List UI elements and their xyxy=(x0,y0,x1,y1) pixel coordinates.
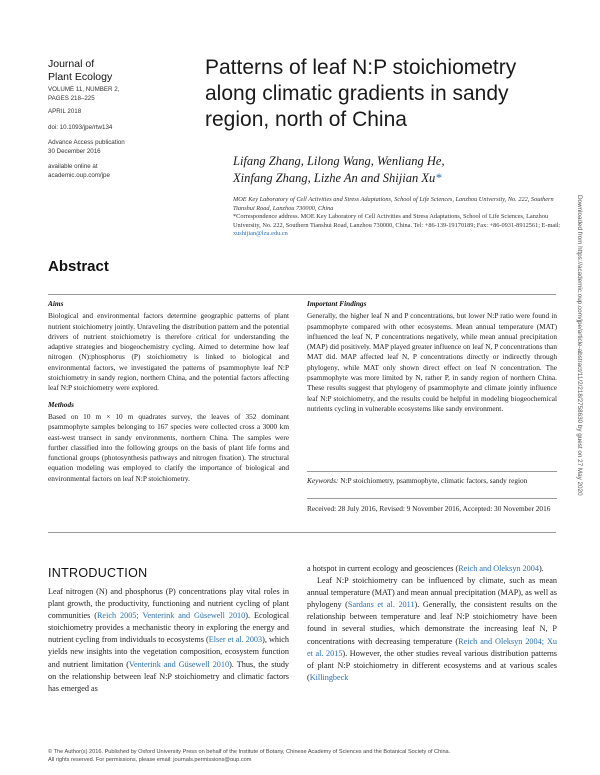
advance-access-date: 30 December 2016 xyxy=(48,147,101,155)
advance-access-label: Advance Access publication xyxy=(48,139,125,146)
keywords-label: Keywords: xyxy=(307,476,339,485)
correspondence-address xyxy=(233,213,563,239)
author-list xyxy=(233,153,563,187)
affiliation-block xyxy=(233,196,563,239)
citation-link[interactable]: Killingbeck xyxy=(309,672,349,682)
authors-line2 xyxy=(233,170,563,187)
authors-line2-text: Xinfang Zhang, Lizhe An and Shijian Xu xyxy=(233,171,436,185)
authors-line1: Lifang Zhang, Lilong Wang, Wenliang He, xyxy=(233,154,445,168)
intro-p1-text-d: ). Thus, the study on the relationship between leaf N:P stoichiometry and climatic factors has emerged as xyxy=(48,659,290,693)
permissions-line: All rights reserved. For permissions, please email: journals.permissions@oup.com xyxy=(48,757,252,763)
intro-r2-text-c: ). However, the other studies reveal various distribution patterns of plant N:P stoichiometry in different ecosystems and at various scales ( xyxy=(307,648,557,682)
abstract-heading: Abstract xyxy=(48,258,109,275)
intro-p1-text-c: ), which yields new insights into the vegetation composition, ecosystem function and nutrient limitation ( xyxy=(48,635,289,669)
intro-r2-text-a: Leaf N:P stoichiometry can be influenced by climate, such as mean annual temperature (MAT) and mean annual precipitation (MAP), as well as phylogeny ( xyxy=(307,576,557,610)
citation-link[interactable]: Venterink and Güsewell 2010 xyxy=(128,659,230,669)
keywords-block xyxy=(307,476,557,486)
journal-name-line2: Plant Ecology xyxy=(48,71,113,83)
abstract-bottom-rule xyxy=(48,532,556,533)
methods-heading: Methods xyxy=(48,399,74,409)
download-notice-text: Downloaded from https://academic.oup.com/jpe/article-abstract/11/2/218/2758630 by guest on 27 May 2020 xyxy=(576,195,583,496)
abstract-top-rule xyxy=(48,294,556,295)
intro-p1-text-b: ). Ecological stoichiometry provides a mechanistic theory in exploring the energy and nutrient cycling from individuals to ecosystems ( xyxy=(48,611,289,645)
intro-paragraph-1-cont xyxy=(307,563,557,575)
corresponding-author-marker[interactable]: * xyxy=(435,171,442,185)
issue-date: APRIL 2018 xyxy=(48,108,82,115)
keywords-top-rule xyxy=(307,471,557,472)
journal-website-link[interactable]: academic.oup.com/jpe xyxy=(48,171,110,179)
abstract-left-column xyxy=(48,299,289,490)
aims-heading: Aims xyxy=(48,299,64,308)
copyright-footer xyxy=(48,748,578,764)
volume-text: VOLUME 11, NUMBER 2, xyxy=(48,86,120,93)
received-dates: Received: 28 July 2016, Revised: 9 November 2016, Accepted: 30 November 2016 xyxy=(307,504,551,513)
intro-r2-text-b: ). Generally, the consistent results on the relationship between temperature and leaf N:P stoichiometry have been found in several studies, which demonstrate the increasing leaf N, P concentrations with decreasing temperature ( xyxy=(307,600,557,646)
journal-name xyxy=(48,58,158,84)
citation-link[interactable]: Reich 2005; Venterink and Güsewell 2010 xyxy=(96,611,246,621)
affiliation-address xyxy=(233,196,563,213)
citation-link[interactable]: Reich and Oleksyn 2004; Xu et al. 2015 xyxy=(307,636,557,658)
correspondence-text: *Correspondence address. MOE Key Laboratory of Cell Activities and Stress Adaptations, School of Life Sciences, Lanzhou University, No. 222, Southern Tianshui Road, Lanzhou 730000, China. Tel: +86-139-19170189; Fax: +86-0931-8912561; E-mail: xyxy=(233,213,561,229)
intro-r1-text-b: ). xyxy=(538,564,544,573)
keywords-text: N:P stoichiometry, psammophyte, climatic factors, sandy region xyxy=(340,476,528,485)
intro-right-column xyxy=(307,563,557,684)
email-link[interactable]: xushijian@lzu.edu.cn xyxy=(233,230,288,238)
available-online-label: available online at xyxy=(48,163,98,170)
doi-text[interactable]: doi: 10.1093/jpe/rtw134 xyxy=(48,123,113,131)
dates-top-rule xyxy=(307,498,557,499)
intro-left-column xyxy=(48,586,289,695)
methods-text: Based on 10 m × 10 m quadrates survey, the leaves of 352 dominant psammophyte samples belonging to 167 species were collected cross a 3000 km east-west transect in sandy environments, northern China. The samples were further classified into the following groups on the basis of plant life forms and functional groups (photosynthesis pathways and nitrogen fixation). The structural equation modeling was employed to clarify the importance of biological and environmental factors on leaf N:P stoichiometry. xyxy=(48,411,289,483)
introduction-heading: INTRODUCTION xyxy=(48,566,148,580)
citation-link[interactable]: Reich and Oleksyn 2004 xyxy=(458,564,539,573)
intro-paragraph-2 xyxy=(307,575,557,684)
findings-heading: Important Findings xyxy=(307,299,367,308)
copyright-line: © The Author(s) 2016. Published by Oxford University Press on behalf of the Institute of Botany, Chinese Academy of Sciences and the Botanical Society of China. xyxy=(48,749,451,755)
intro-p1-text-a: Leaf nitrogen (N) and phosphorus (P) concentrations play vital roles in plant growth, the productivity, functioning and nutrient cycling of plant communities ( xyxy=(48,587,289,621)
abstract-right-column xyxy=(307,299,557,420)
download-sidebar xyxy=(571,195,585,575)
affiliation-address-text: MOE Key Laboratory of Cell Activities and Stress Adaptations, School of Life Sciences, Lanzhou University, No. 222, Southern Tianshui Road, Lanzhou 730000, China xyxy=(233,196,554,212)
article-title: Patterns of leaf N:P stoichiometry along climatic gradients in sandy region, north of China xyxy=(205,56,517,131)
journal-name-line1: Journal of xyxy=(48,58,95,70)
pages-text: PAGES 218–225 xyxy=(48,94,95,102)
journal-issue-info xyxy=(48,86,168,180)
intro-r1-text-a: a hotspot in current ecology and geosciences ( xyxy=(307,564,459,573)
findings-text: Generally, the higher leaf N and P concentrations, but lower N:P ratio were found in psammophyte compared with other ecosystems. Mean annual temperature (MAT) influenced the leaf N, P concentrations negatively, while mean annual precipitation (MAP) did positively. MAP played greater influence on leaf N, P concentrations than MAT did. MAP affected leaf N, P concentrations directly or indirectly through phylogeny, while MAT only shown direct effect on leaf N concentration. The psammophyte was more limited by N, rather P, in sandy region of northern China. These results suggest that phylogeny of psammophyte and climate jointly influence leaf N:P stoichiometry, and the results could be helpful in modeling biogeochemical nutrients cycling in vulnerable ecosystems like sandy environment. xyxy=(307,311,557,413)
citation-link[interactable]: Sardans et al. 2011 xyxy=(347,600,415,610)
citation-link[interactable]: Elser et al. 2003 xyxy=(208,635,263,645)
aims-text: Biological and environmental factors determine geographic patterns of plant nutrient stoichiometry jointly. Unraveling the distribution pattern and the potential drivers of nutrient stoichiometry is therefore critical for understanding the adaptive strategies and biogeochemistry cycling. Aimed to determine how leaf nitrogen (N):phosphorus (P) stoichiometry is linked to biological and environmental factors, we investigated the patterns of psammophyte leaf N:P stoichiometry in sandy region, northern China, and the potential factors affecting leaf N:P stoichiometry were explored. xyxy=(48,311,289,393)
intro-paragraph-1 xyxy=(48,586,289,695)
